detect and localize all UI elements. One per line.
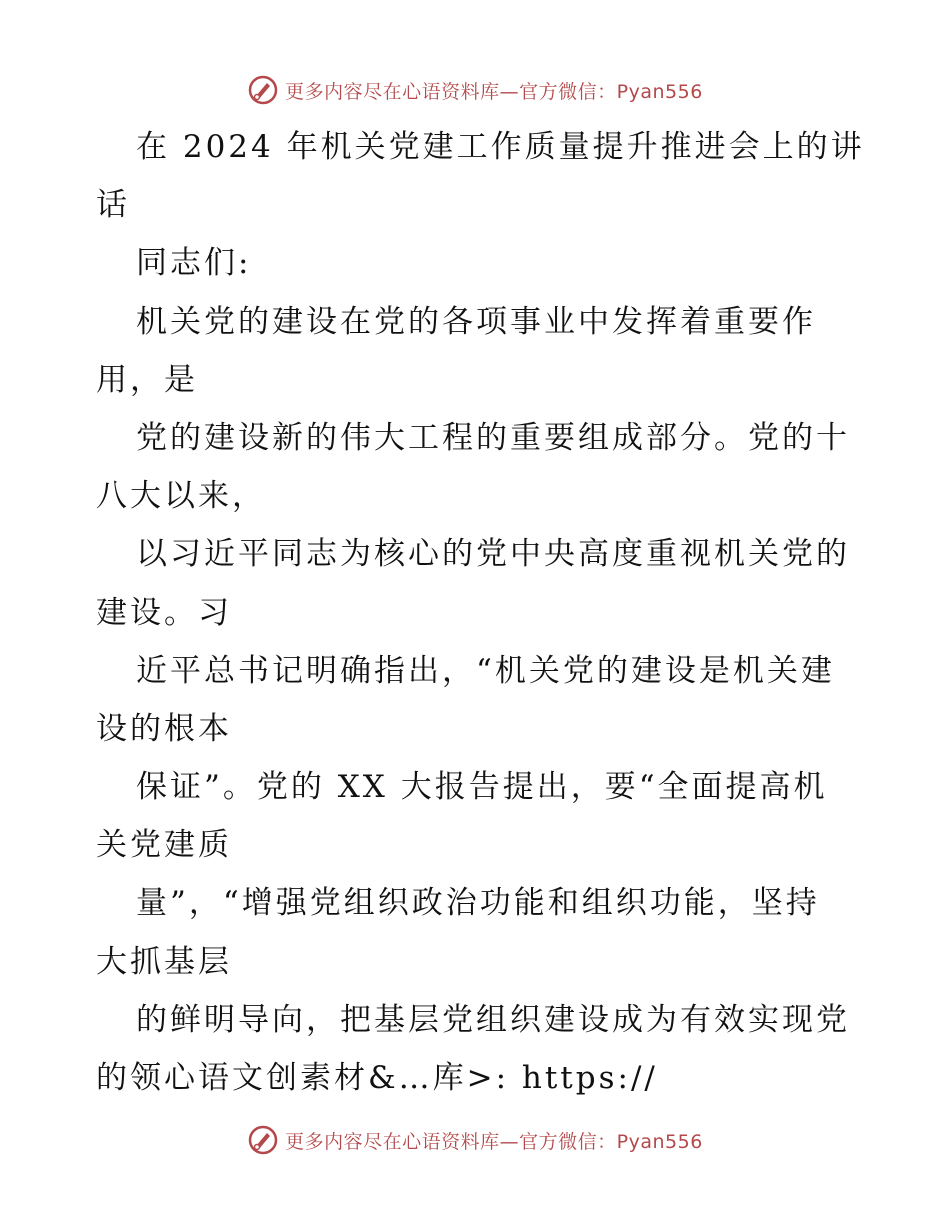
document-line: 话 [96,187,130,224]
pen-logo-icon [247,74,279,106]
document-line: 机关党的建设在党的各项事业中发挥着重要作 [136,303,816,340]
watermark-text: 更多内容尽在心语资料库—官方微信：Pyan556 [285,80,703,103]
watermark-header [0,70,950,110]
document-line: 近平总书记明确指出，“机关党的建设是机关建 [136,652,835,689]
document-line: 保证”。党的 XX 大报告提出，要“全面提高机 [136,769,828,806]
document-line: 的鲜明导向，把基层党组织建设成为有效实现党 [136,1001,850,1038]
document-line: 党的建设新的伟大工程的重要组成部分。党的十 [136,419,850,456]
document-line: 以习近平同志为核心的党中央高度重视机关党的 [136,536,850,573]
document-line: 关党建质 [96,827,232,864]
document-line: 的领心语文创素材&…库>: https:// [96,1060,658,1096]
document-line: 同志们: [136,245,252,282]
document-line: 八大以来， [96,478,266,515]
document-line: 大抓基层 [96,943,232,980]
document-line: 在 2024 年机关党建工作质量提升推进会上的讲 [136,129,865,165]
watermark-text: 更多内容尽在心语资料库—官方微信：Pyan556 [285,1130,703,1153]
document-body [96,118,865,1107]
document-line: 设的根本 [96,710,232,747]
document-line: 用，是 [96,361,198,398]
document-line: 量”，“增强党组织政治功能和组织功能，坚持 [136,885,820,922]
pen-logo-icon [247,1124,279,1156]
document-line: 建设。习 [96,594,232,631]
watermark-footer [0,1120,950,1160]
